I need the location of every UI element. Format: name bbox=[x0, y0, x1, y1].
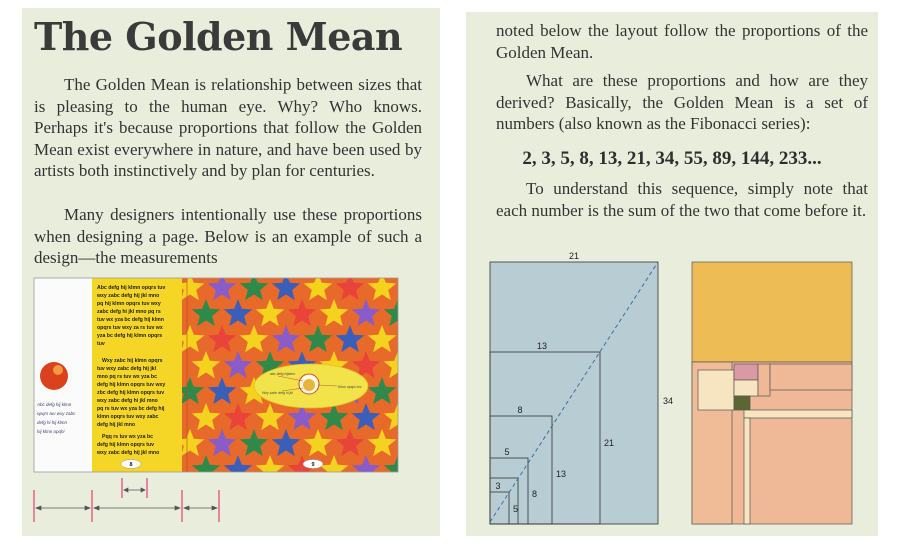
label-5: 5 bbox=[504, 447, 510, 457]
proportions-paragraph: What are these proportions and how are they derived? Basically, the Golden Mean is a set of numbers (also known as the Fibonacci series): bbox=[496, 71, 868, 133]
golden-color-blocks bbox=[688, 252, 863, 530]
label-13-inner: 13 bbox=[556, 469, 567, 479]
callout-3: Klmn opqrs tuv bbox=[338, 385, 362, 389]
dummy-text-block-1: Abc defg hij klmn opqrs tuv wxy zabc defg hij jkl mno pq hij klmn opqrs tuv wxy zabc defg hi jkl mno pq rs tuv wx yza bc defg hij klmn opqrs tuv wxy za rs tuv wx yza bc defg hij klmn opqrs tuv bbox=[97, 285, 166, 347]
sequence-explanation: To understand this sequence, simply note that each number is the sum of the two that come before it. bbox=[496, 179, 868, 220]
left-page bbox=[22, 8, 440, 536]
dummy-text-block-2: Wxy zabc hij klmn opqrs tuv wxy zabc defg hij jkl mno pq rs tuv wx yza bc defg hij klmn opqrs tuv wxy zbc defg hij klmn opqrs tuv wxy zabc defg hi jkl mno pq rs tuv wx yza bc defg hij klmn opqrs tuv wxy zabc defg hij jkl mno bbox=[97, 358, 166, 428]
sample-layout-spread bbox=[22, 276, 440, 536]
fibonacci-sequence: 2, 3, 5, 8, 13, 21, 34, 55, 89, 144, 233... bbox=[522, 148, 822, 169]
fibonacci-rectangles-diagram bbox=[480, 252, 680, 530]
spread-caption: Abc defg hij klmn opqrs tuv wxy zabc defg hi hij klmn hij klmn opqhi bbox=[37, 402, 76, 434]
label-21-top: 21 bbox=[568, 252, 580, 261]
measurement-marks bbox=[34, 478, 219, 522]
intro-paragraph: The Golden Mean is relationship between sizes that is pleasing to the human eye. Why? Who knows. Perhaps it's because proportions that follow the Golden Mean exist everywhere in nature, and have been used by artists both instinctively and by plan for centuries. bbox=[34, 75, 422, 180]
label-13: 13 bbox=[536, 341, 548, 351]
page-title: The Golden Mean bbox=[34, 14, 403, 59]
label-8: 8 bbox=[517, 405, 523, 415]
label-21-inner: 21 bbox=[604, 438, 615, 448]
callout-1: abc defg hijklmn bbox=[270, 372, 296, 376]
designers-paragraph: Many designers intentionally use these proportions when designing a page. Below is an example of such a design—the measurements bbox=[34, 205, 422, 267]
measurement-arrows bbox=[36, 488, 217, 510]
label-34: 34 bbox=[663, 396, 674, 406]
right-page bbox=[466, 12, 878, 536]
orange-ball-image bbox=[40, 362, 68, 390]
label-3: 3 bbox=[495, 481, 501, 491]
spread-page-number-left: 8 bbox=[129, 462, 133, 468]
dummy-text-block-3: Pqq rs tuv wx yza bc defg hij klmn opqrs tuv wxy zabc defg hij jkl mno bbox=[97, 434, 160, 456]
continued-paragraph: noted below the layout follow the proportions of the Golden Mean. bbox=[496, 21, 868, 62]
spread-page-number-right: 9 bbox=[311, 462, 315, 468]
callout-2: Wxy zabc defg hi jkl bbox=[262, 391, 293, 395]
label-5-inner: 5 bbox=[513, 504, 519, 514]
label-8-inner: 8 bbox=[532, 489, 538, 499]
